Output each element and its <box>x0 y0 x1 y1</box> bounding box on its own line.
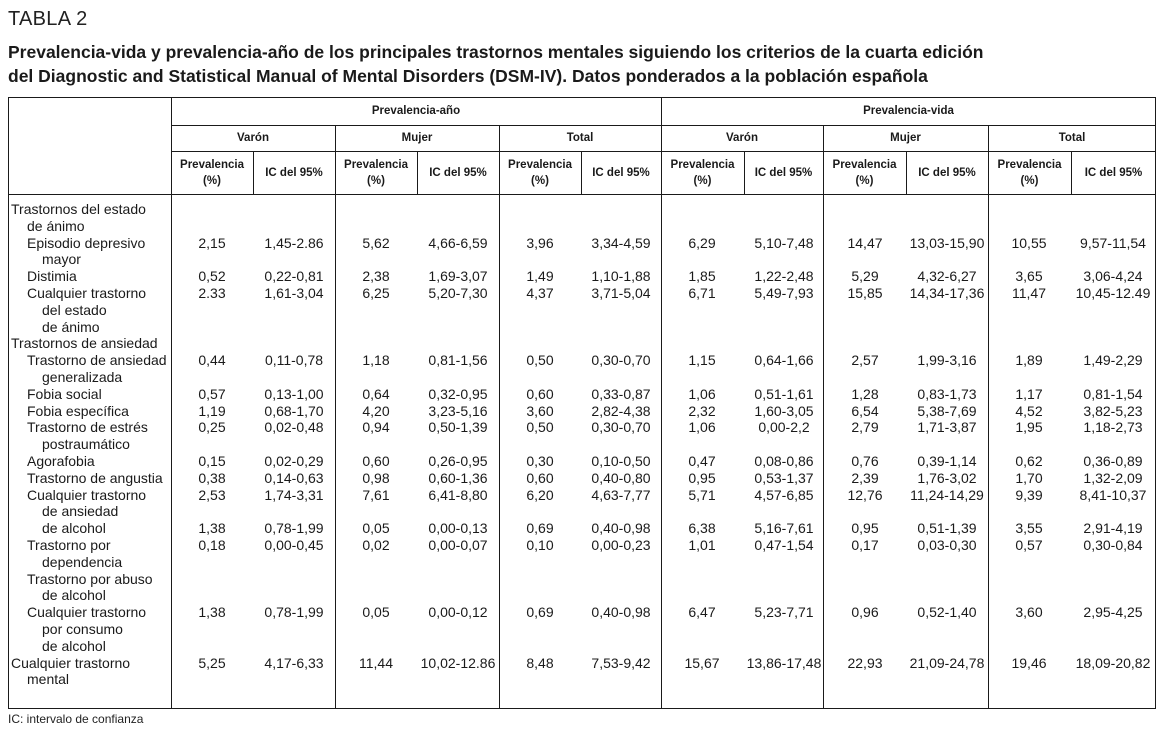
ic-value: 1,45-2.86 <box>264 234 324 251</box>
table-row <box>8 470 1156 487</box>
ic-value: 1,71-3,87 <box>917 419 977 436</box>
prevalence-value: 0,15 <box>198 453 226 469</box>
row-label: Episodio depresivo <box>27 234 146 251</box>
ic-value: 3,34-4,59 <box>591 234 651 251</box>
row-label: Trastorno por abuso <box>27 570 153 587</box>
row-label: de ánimo <box>27 217 85 234</box>
table-row <box>8 655 1156 689</box>
ic-value: 0,51-1,61 <box>754 385 814 402</box>
ic-value: 14,34-17,36 <box>909 285 985 301</box>
ic-col-header: IC del 95% <box>429 166 487 179</box>
ic-value: 0,30-0,84 <box>1083 537 1143 553</box>
prevalence-col-header <box>335 151 417 194</box>
prevalence-value: 2,32 <box>688 402 716 419</box>
table-row <box>8 352 1156 386</box>
prevalence-col-header <box>988 151 1071 194</box>
prevalence-value: 0,95 <box>688 469 716 486</box>
ic-value: 0,08-0,86 <box>754 453 814 469</box>
table-row <box>8 520 1156 537</box>
table-row <box>8 235 1156 269</box>
sex-header: Total <box>1058 132 1086 144</box>
sex-header: Varón <box>726 132 758 144</box>
ic-col-header: IC del 95% <box>918 166 976 179</box>
prevalence-value: 15,85 <box>847 285 883 301</box>
ic-value: 5,16-7,61 <box>754 520 814 537</box>
ic-value: 7,53-9,42 <box>591 654 651 671</box>
ic-value: 0,22-0,81 <box>264 268 324 285</box>
prevalence-label: Prevalencia <box>832 158 897 171</box>
ic-value: 0,81-1,54 <box>1083 385 1143 402</box>
row-label: Fobia social <box>27 385 102 402</box>
prevalence-value: 2,57 <box>851 352 879 369</box>
prevalence-value: 2,79 <box>851 419 879 436</box>
ic-value: 1,18-2,73 <box>1083 419 1143 436</box>
row-label: Fobia específica <box>27 402 129 419</box>
ic-value: 18,09-20,82 <box>1075 654 1151 671</box>
title-line-2: del Diagnostic and Statistical Manual of Mental Disorders (DSM-IV). Datos ponderados a la población española <box>8 66 928 86</box>
ic-value: 0,00-0,13 <box>428 520 488 537</box>
prevalence-value: 0,94 <box>362 419 390 436</box>
ic-value: 0,60-1,36 <box>428 469 488 486</box>
prevalence-value: 10,55 <box>1011 234 1047 251</box>
prevalence-value: 2,39 <box>851 469 879 486</box>
prevalence-value: 0,10 <box>526 537 554 553</box>
prevalence-value: 1,49 <box>526 268 554 285</box>
prevalence-col-header <box>171 151 253 194</box>
row-label: dependencia <box>42 553 123 570</box>
prevalence-value: 0,05 <box>362 520 390 537</box>
prevalence-value: 0,30 <box>526 453 554 469</box>
table-row <box>8 201 1156 235</box>
ic-value: 1,32-2,09 <box>1083 469 1143 486</box>
prevalence-value: 6,20 <box>526 486 554 503</box>
prevalence-value: 8,48 <box>526 654 554 671</box>
table-border-bottom <box>8 708 1156 709</box>
row-label: Trastorno por <box>27 537 111 553</box>
row-label: Trastorno de angustia <box>27 469 163 486</box>
prevalence-value: 1,17 <box>1015 385 1043 402</box>
prevalence-value: 1,06 <box>688 419 716 436</box>
prevalence-value: 3,96 <box>526 234 554 251</box>
ic-col-header: IC del 95% <box>1084 166 1143 179</box>
percent-label: (%) <box>855 174 874 187</box>
ic-value: 13,03-15,90 <box>909 234 985 251</box>
ic-value: 5,23-7,71 <box>754 604 814 621</box>
ic-value: 0,30-0,70 <box>591 419 651 436</box>
row-label: Trastornos del estado <box>11 201 146 217</box>
ic-value: 0,11-0,78 <box>264 352 324 369</box>
prevalence-label: Prevalencia <box>344 158 408 171</box>
ic-value: 1,22-2,48 <box>754 268 814 285</box>
prevalence-value: 3,60 <box>1015 604 1043 621</box>
prevalence-value: 1,38 <box>198 604 226 621</box>
ic-value: 0,00-0,07 <box>428 537 488 553</box>
percent-label: (%) <box>203 174 221 187</box>
ic-value: 1,60-3,05 <box>754 402 814 419</box>
ic-value: 21,09-24,78 <box>909 654 985 671</box>
prevalence-value: 6,47 <box>688 604 716 621</box>
row-label: mayor <box>42 251 81 268</box>
prevalence-value: 0,38 <box>198 469 226 486</box>
table-row <box>8 537 1156 571</box>
row-label: Trastornos de ansiedad <box>11 335 158 352</box>
table-row <box>8 453 1156 470</box>
prevalence-value: 0,57 <box>1015 537 1043 553</box>
prevalence-value: 0,57 <box>198 385 226 402</box>
ic-value: 1,10-1,88 <box>591 268 651 285</box>
ic-value: 2,95-4,25 <box>1083 604 1143 621</box>
sex-header: Total <box>566 132 594 144</box>
prevalence-value: 0,95 <box>851 520 879 537</box>
percent-label: (%) <box>367 174 385 187</box>
ic-value: 0,36-0,89 <box>1083 453 1143 469</box>
prevalence-label: Prevalencia <box>180 158 244 171</box>
ic-value: 5,49-7,93 <box>754 285 814 301</box>
prevalence-value: 0,52 <box>198 268 226 285</box>
table-row <box>8 604 1156 654</box>
title-line-1: Prevalencia-vida y prevalencia-año de los principales trastornos mentales siguiendo los criterios de la cuarta edición <box>8 42 984 62</box>
row-label: postraumático <box>42 436 130 453</box>
ic-value: 1,61-3,04 <box>264 285 324 301</box>
prevalence-value: 9,39 <box>1015 486 1043 503</box>
prevalence-value: 0,96 <box>851 604 879 621</box>
table-row <box>8 386 1156 403</box>
ic-value: 4,63-7,77 <box>591 486 651 503</box>
prevalence-value: 6,71 <box>688 285 716 301</box>
ic-value: 1,49-2,29 <box>1083 352 1143 369</box>
percent-label: (%) <box>1020 174 1039 187</box>
row-label: de alcohol <box>42 587 106 604</box>
group-header: Prevalencia-año <box>371 105 461 117</box>
prevalence-value: 6,29 <box>688 234 716 251</box>
prevalence-value: 0,60 <box>526 385 554 402</box>
prevalence-col-header <box>499 151 581 194</box>
ic-value: 0,26-0,95 <box>428 453 488 469</box>
ic-value: 0,00-0,45 <box>264 537 324 553</box>
ic-value: 0,30-0,70 <box>591 352 651 369</box>
row-label: generalizada <box>42 368 123 385</box>
prevalence-value: 3,65 <box>1015 268 1043 285</box>
prevalence-value: 1,15 <box>688 352 716 369</box>
ic-value: 1,76-3,02 <box>917 469 977 486</box>
data-table <box>8 97 1156 708</box>
percent-label: (%) <box>693 174 712 187</box>
prevalence-value: 0,47 <box>688 453 716 469</box>
ic-value: 0,40-0,80 <box>591 469 651 486</box>
ic-value: 1,69-3,07 <box>428 268 488 285</box>
table-label: TABLA 2 <box>8 8 88 30</box>
sex-header: Varón <box>237 132 269 144</box>
ic-value: 0,51-1,39 <box>917 520 977 537</box>
row-label: de alcohol <box>42 520 106 537</box>
ic-value: 0,53-1,37 <box>754 469 814 486</box>
ic-value: 4,66-6,59 <box>428 234 488 251</box>
prevalence-value: 0,62 <box>1015 453 1043 469</box>
ic-col-header: IC del 95% <box>754 166 813 179</box>
table-title <box>8 40 1158 88</box>
prevalence-value: 1,01 <box>688 537 716 553</box>
ic-value: 0,13-1,00 <box>264 385 324 402</box>
ic-value: 0,40-0,98 <box>591 520 651 537</box>
prevalence-value: 5,62 <box>362 234 390 251</box>
ic-value: 2,91-4,19 <box>1083 520 1143 537</box>
ic-value: 3,06-4,24 <box>1083 268 1143 285</box>
row-label: Distimia <box>27 268 77 285</box>
ic-value: 5,10-7,48 <box>754 234 814 251</box>
row-label: de alcohol <box>42 637 106 654</box>
prevalence-label: Prevalencia <box>670 158 735 171</box>
row-label: mental <box>27 671 70 688</box>
prevalence-value: 5,29 <box>851 268 879 285</box>
ic-value: 5,38-7,69 <box>917 402 977 419</box>
sex-header: Mujer <box>401 132 433 144</box>
prevalence-value: 2,15 <box>198 234 226 251</box>
prevalence-value: 6,38 <box>688 520 716 537</box>
ic-value: 5,20-7,30 <box>428 285 488 301</box>
row-label: Agorafobia <box>27 453 95 469</box>
ic-value: 0,78-1,99 <box>264 604 324 621</box>
prevalence-value: 1,85 <box>688 268 716 285</box>
ic-value: 0,50-1,39 <box>428 419 488 436</box>
prevalence-value: 0,50 <box>526 419 554 436</box>
table-row <box>8 268 1156 285</box>
prevalence-value: 5,25 <box>198 654 226 671</box>
table-row <box>8 571 1156 605</box>
group-header: Prevalencia-vida <box>863 105 954 117</box>
prevalence-value: 0,05 <box>362 604 390 621</box>
prevalence-value: 1,38 <box>198 520 226 537</box>
prevalence-value: 2,53 <box>198 486 226 503</box>
ic-value: 0,78-1,99 <box>264 520 324 537</box>
prevalence-value: 14,47 <box>847 234 883 251</box>
prevalence-value: 4,20 <box>362 402 390 419</box>
ic-value: 13,86-17,48 <box>746 654 822 671</box>
table-row <box>8 285 1156 335</box>
table-row <box>8 419 1156 453</box>
ic-value: 0,64-1,66 <box>754 352 814 369</box>
ic-value: 0,10-0,50 <box>591 453 651 469</box>
ic-value: 1,74-3,31 <box>264 486 324 503</box>
sex-header: Mujer <box>890 132 921 144</box>
ic-col-header: IC del 95% <box>265 166 323 179</box>
ic-value: 0,83-1,73 <box>917 385 977 402</box>
prevalence-value: 11,44 <box>359 654 393 671</box>
prevalence-value: 1,89 <box>1015 352 1043 369</box>
prevalence-value: 1,06 <box>688 385 716 402</box>
prevalence-value: 22,93 <box>847 654 883 671</box>
row-label: de ánimo <box>42 318 100 335</box>
ic-col-header: IC del 95% <box>592 166 650 179</box>
ic-value: 9,57-11,54 <box>1080 234 1146 251</box>
table-row <box>8 487 1156 521</box>
ic-value: 0,03-0,30 <box>917 537 977 553</box>
prevalence-value: 6,25 <box>362 285 390 301</box>
row-label: Cualquier trastorno <box>27 486 147 503</box>
prevalence-value: 7,61 <box>362 486 390 503</box>
ic-value: 0,14-0,63 <box>264 469 324 486</box>
prevalence-value: 0,18 <box>198 537 226 553</box>
prevalence-col-header <box>661 151 744 194</box>
ic-value: 3,82-5,23 <box>1083 402 1143 419</box>
ic-value: 10,45-12.49 <box>1075 285 1151 301</box>
ic-value: 4,32-6,27 <box>917 268 977 285</box>
ic-value: 6,41-8,80 <box>428 486 488 503</box>
prevalence-value: 0,69 <box>526 520 554 537</box>
prevalence-value: 1,19 <box>198 402 226 419</box>
prevalence-value: 11,47 <box>1012 285 1046 301</box>
prevalence-value: 12,76 <box>847 486 883 503</box>
footnote: IC: intervalo de confianza <box>8 712 144 726</box>
ic-value: 0,40-0,98 <box>591 604 651 621</box>
table-row <box>8 403 1156 420</box>
prevalence-value: 19,46 <box>1011 654 1047 671</box>
row-label: Cualquier trastorno <box>27 604 147 621</box>
ic-value: 0,47-1,54 <box>754 537 814 553</box>
prevalence-value: 0,69 <box>526 604 554 621</box>
prevalence-value: 0,02 <box>362 537 390 553</box>
ic-value: 4,57-6,85 <box>754 486 814 503</box>
row-label: de ansiedad <box>42 503 119 520</box>
prevalence-value: 1,95 <box>1015 419 1043 436</box>
prevalence-value: 2.33 <box>198 285 226 301</box>
row-label: Cualquier trastorno <box>27 285 147 301</box>
prevalence-value: 15,67 <box>684 654 720 671</box>
prevalence-value: 1,18 <box>362 352 390 369</box>
prevalence-value: 3,55 <box>1015 520 1043 537</box>
prevalence-label: Prevalencia <box>997 158 1062 171</box>
prevalence-value: 0,60 <box>526 469 554 486</box>
prevalence-col-header <box>823 151 906 194</box>
ic-value: 0,39-1,14 <box>917 453 977 469</box>
ic-value: 2,82-4,38 <box>591 402 651 419</box>
ic-value: 0,00-0,23 <box>591 537 651 553</box>
prevalence-value: 0,17 <box>851 537 879 553</box>
prevalence-value: 2,38 <box>362 268 390 285</box>
ic-value: 0,02-0,48 <box>264 419 324 436</box>
ic-value: 1,99-3,16 <box>917 352 977 369</box>
prevalence-value: 1,28 <box>851 385 879 402</box>
prevalence-value: 6,54 <box>851 402 879 419</box>
row-label: Cualquier trastorno <box>11 654 131 671</box>
row-label: del estado <box>42 301 107 318</box>
prevalence-value: 0,98 <box>362 469 390 486</box>
prevalence-value: 0,60 <box>362 453 390 469</box>
ic-value: 0,81-1,56 <box>428 352 488 369</box>
prevalence-value: 0,76 <box>851 453 879 469</box>
header-divider-bottom <box>8 194 1156 195</box>
ic-value: 0,02-0,29 <box>264 453 324 469</box>
ic-value: 0,33-0,87 <box>591 385 651 402</box>
prevalence-value: 0,25 <box>198 419 226 436</box>
prevalence-value: 4,52 <box>1015 402 1043 419</box>
ic-value: 0,32-0,95 <box>428 385 488 402</box>
ic-value: 0,52-1,40 <box>917 604 977 621</box>
prevalence-value: 0,50 <box>526 352 554 369</box>
row-label: Trastorno de ansiedad <box>27 352 167 369</box>
ic-value: 0,00-2,2 <box>758 419 810 436</box>
ic-value: 0,00-0,12 <box>428 604 488 621</box>
ic-value: 8,41-10,37 <box>1079 486 1147 503</box>
ic-value: 4,17-6,33 <box>264 654 324 671</box>
row-label: por consumo <box>42 620 123 637</box>
prevalence-value: 4,37 <box>526 285 554 301</box>
row-label: Trastorno de estrés <box>27 419 148 436</box>
prevalence-value: 5,71 <box>688 486 716 503</box>
ic-value: 3,71-5,04 <box>591 285 651 301</box>
ic-value: 0,68-1,70 <box>264 402 324 419</box>
prevalence-label: Prevalencia <box>508 158 572 171</box>
ic-value: 11,24-14,29 <box>910 486 984 503</box>
prevalence-value: 0,64 <box>362 385 390 402</box>
prevalence-value: 0,44 <box>198 352 226 369</box>
table-row <box>8 335 1156 352</box>
ic-value: 3,23-5,16 <box>428 402 488 419</box>
prevalence-value: 1,70 <box>1015 469 1043 486</box>
ic-value: 10,02-12.86 <box>420 654 496 671</box>
prevalence-value: 3,60 <box>526 402 554 419</box>
percent-label: (%) <box>531 174 549 187</box>
